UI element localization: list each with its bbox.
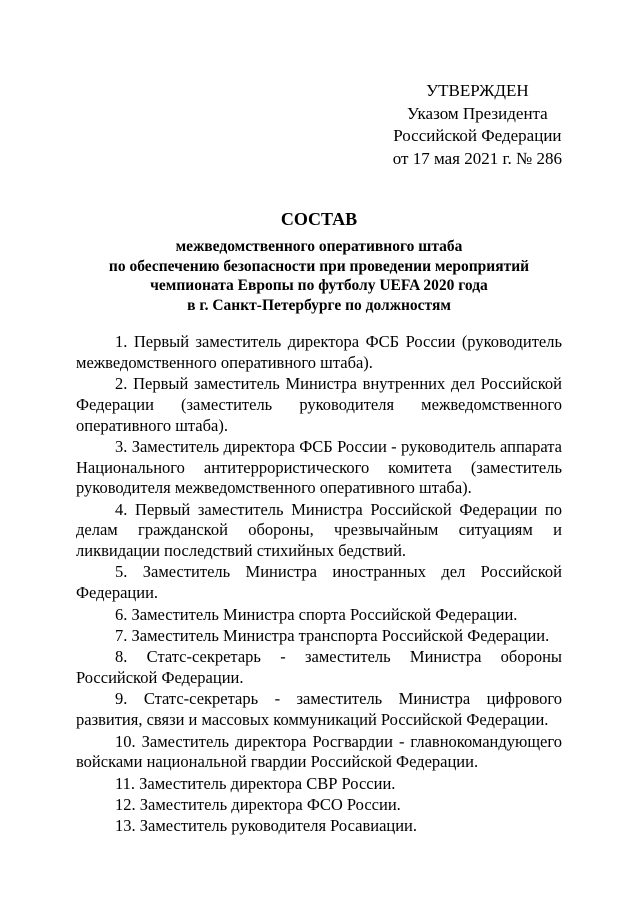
document-title xyxy=(76,207,562,315)
approval-stamp xyxy=(393,80,562,170)
list-item: 8. Статс-секретарь - заместитель Министра обороны Российской Федерации. xyxy=(76,647,562,688)
list-item: 3. Заместитель директора ФСБ России - руководитель аппарата Национального антитеррористического комитета (заместитель руководителя межведомственного оперативного штаба). xyxy=(76,436,562,498)
approval-approved: УТВЕРЖДЕН xyxy=(426,81,529,100)
list-item: 12. Заместитель директора ФСО России. xyxy=(115,795,401,815)
approval-authority: Российской Федерации xyxy=(393,126,562,145)
list-item: 10. Заместитель директора Росгвардии - главнокомандующего войсками национальной гвардии Российской Федерации. xyxy=(76,731,562,772)
list-item: 9. Статс-секретарь - заместитель Министра цифрового развития, связи и массовых коммуникаций Российской Федерации. xyxy=(76,689,562,730)
title-line: чемпионата Европы по футболу UEFA 2020 года xyxy=(150,277,488,294)
title-line: по обеспечению безопасности при проведении мероприятий xyxy=(108,257,530,275)
approval-date-number: от 17 мая 2021 г. № 286 xyxy=(392,148,562,168)
approval-decree: Указом Президента xyxy=(407,103,548,123)
title-line: в г. Санкт-Петербурге по должностям xyxy=(187,296,451,314)
position-list xyxy=(76,332,562,838)
list-item: 7. Заместитель Министра транспорта Российской Федерации. xyxy=(115,625,550,645)
list-item: 5. Заместитель Министра иностранных дел Российской Федерации. xyxy=(76,562,562,603)
list-item: 13. Заместитель руководителя Росавиации. xyxy=(115,816,418,836)
list-item: 4. Первый заместитель Министра Российской Федерации по делам гражданской обороны, чрезвычайным ситуациям и ликвидации последствий стихийных бедствий. xyxy=(76,499,562,561)
list-item: 1. Первый заместитель директора ФСБ России (руководитель межведомственного оперативного штаба). xyxy=(76,332,562,372)
list-item: 6. Заместитель Министра спорта Российской Федерации. xyxy=(115,604,518,624)
title-heading: СОСТАВ xyxy=(280,209,358,229)
list-item: 11. Заместитель директора СВР России. xyxy=(115,773,396,793)
list-item: 2. Первый заместитель Министра внутренних дел Российской Федерации (заместитель руководителя межведомственного оперативного штаба). xyxy=(76,374,562,435)
title-line: межведомственного оперативного штаба xyxy=(175,238,463,255)
